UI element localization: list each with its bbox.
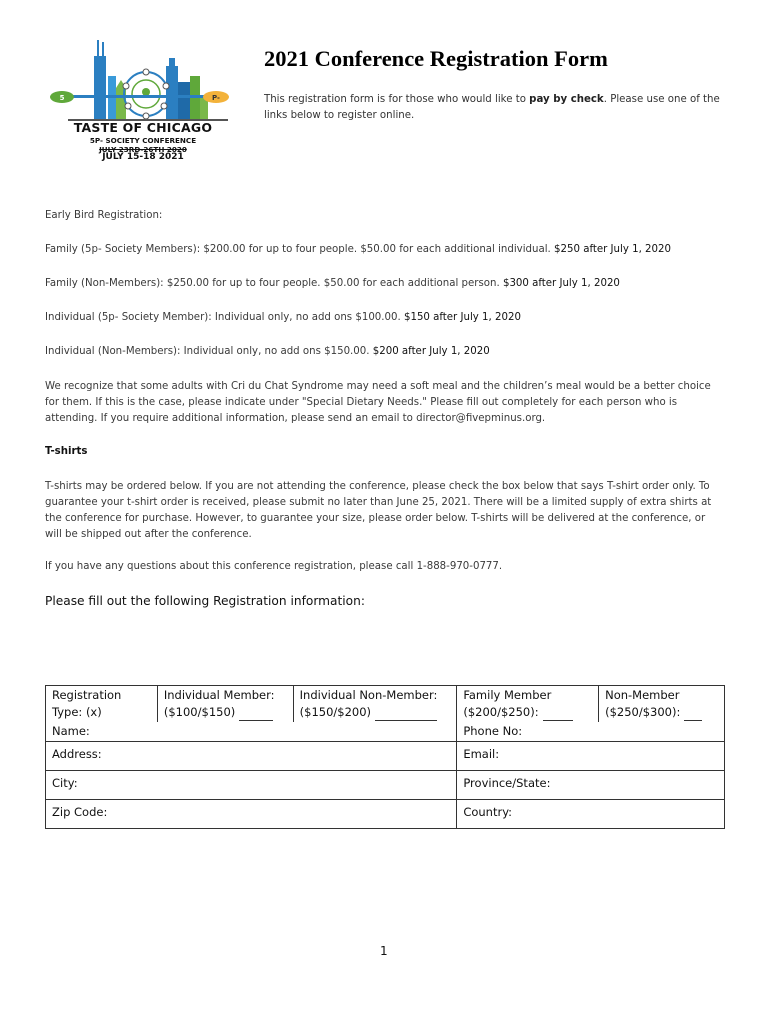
zip-row xyxy=(46,800,725,829)
price-family-members xyxy=(45,244,671,255)
city-row xyxy=(46,771,725,800)
tshirts-text: T-shirts may be ordered below. If you are not attending the conference, please check the box below that says T-shirt order only. To guarantee your t-shirt order is received, please submit no later than June 25, 2021. There will be a limited supply of extra shirts at the conference for purchase. However, to guarantee your size, please order below. T-shirts will be delivered at the conference, or will be shipped out after the conference. xyxy=(45,481,712,540)
logo-name: TASTE OF CHICAGO xyxy=(73,120,213,135)
logo-subtitle: 5P- SOCIETY CONFERENCE xyxy=(89,136,197,145)
phone-field[interactable]: Phone No: xyxy=(457,722,725,742)
early-bird-heading: Early Bird Registration: xyxy=(45,210,163,221)
logo-right-pin: P- xyxy=(212,94,220,102)
page-title: 2021 Conference Registration Form xyxy=(264,46,608,71)
questions-text: If you have any questions about this conference registration, please call 1-888-970-0777. xyxy=(45,561,503,572)
option-price: ($150/$200) xyxy=(299,705,372,719)
logo-caption xyxy=(48,120,238,162)
option-individual-nonmember[interactable] xyxy=(293,686,457,723)
option-label: Family Member xyxy=(463,688,552,702)
address-row xyxy=(46,742,725,771)
option-price: ($200/$250): xyxy=(463,705,539,719)
price-text: Individual (5p- Society Member): Individual only, no add ons $100.00. xyxy=(45,312,401,323)
registration-form-table xyxy=(45,685,725,829)
logo-struck-dates: JULY 23RD-26TH 2020 xyxy=(99,145,187,154)
intro-text xyxy=(264,92,734,124)
name-field[interactable]: Name: xyxy=(46,722,457,742)
province-field[interactable]: Province/State: xyxy=(457,771,725,800)
price-after: $200 after July 1, 2020 xyxy=(372,346,490,357)
intro-before: This registration form is for those who would like to xyxy=(264,94,530,105)
option-label: Individual Member: xyxy=(163,688,275,702)
price-after: $300 after July 1, 2020 xyxy=(502,278,620,289)
check-blank[interactable] xyxy=(239,719,273,721)
option-label: Individual Non-Member: xyxy=(299,688,438,702)
price-text: Family (Non-Members): $250.00 for up to four people. $50.00 for each additional person. xyxy=(45,278,500,289)
type-label-line2: Type: (x) xyxy=(52,705,102,719)
price-text: Family (5p- Society Members): $200.00 for up to four people. $50.00 for each additional individual. xyxy=(45,244,551,255)
price-after: $150 after July 1, 2020 xyxy=(403,312,521,323)
country-field[interactable]: Country: xyxy=(457,800,725,829)
option-non-member[interactable] xyxy=(599,686,725,723)
option-price: ($100/$150) xyxy=(163,705,236,719)
type-label-line1: Registration xyxy=(52,688,122,702)
check-blank[interactable] xyxy=(684,719,702,721)
check-blank[interactable] xyxy=(543,719,573,721)
logo-dates: JULY 15-18 2021 xyxy=(102,152,184,162)
option-individual-member[interactable] xyxy=(157,686,293,723)
logo-left-pin: 5 xyxy=(59,94,65,102)
city-field[interactable]: City: xyxy=(46,771,457,800)
meal-note: We recognize that some adults with Cri du Chat Syndrome may need a soft meal and the children’s meal would be a better choice for them. If this is the case, please indicate under "Special Dietary Needs." Please fill out completely for each person who is attending. If you require additional information, please send an email to director@fivepminus.org. xyxy=(45,381,711,424)
price-after: $250 after July 1, 2020 xyxy=(554,244,671,255)
registration-type-row xyxy=(46,686,725,723)
fill-out-instruction: Please fill out the following Registration information: xyxy=(45,594,365,608)
option-family-member[interactable] xyxy=(457,686,599,723)
intro-bold: pay by check xyxy=(529,94,604,105)
tshirts-heading: T-shirts xyxy=(45,446,88,457)
name-row xyxy=(46,722,725,742)
price-individual-member xyxy=(45,312,521,323)
registration-type-label xyxy=(46,686,158,723)
zip-field[interactable]: Zip Code: xyxy=(46,800,457,829)
intro-after: . Please use one of the links below to register online. xyxy=(264,94,720,121)
check-blank[interactable] xyxy=(375,719,437,721)
price-family-nonmembers xyxy=(45,278,620,289)
email-field[interactable]: Email: xyxy=(457,742,725,771)
option-price: ($250/$300): xyxy=(605,705,681,719)
option-label: Non-Member xyxy=(605,688,680,702)
page-number: 1 xyxy=(380,944,388,958)
price-individual-nonmember xyxy=(45,346,490,357)
address-field[interactable]: Address: xyxy=(46,742,457,771)
price-text: Individual (Non-Members): Individual only, no add ons $150.00. xyxy=(45,346,370,357)
